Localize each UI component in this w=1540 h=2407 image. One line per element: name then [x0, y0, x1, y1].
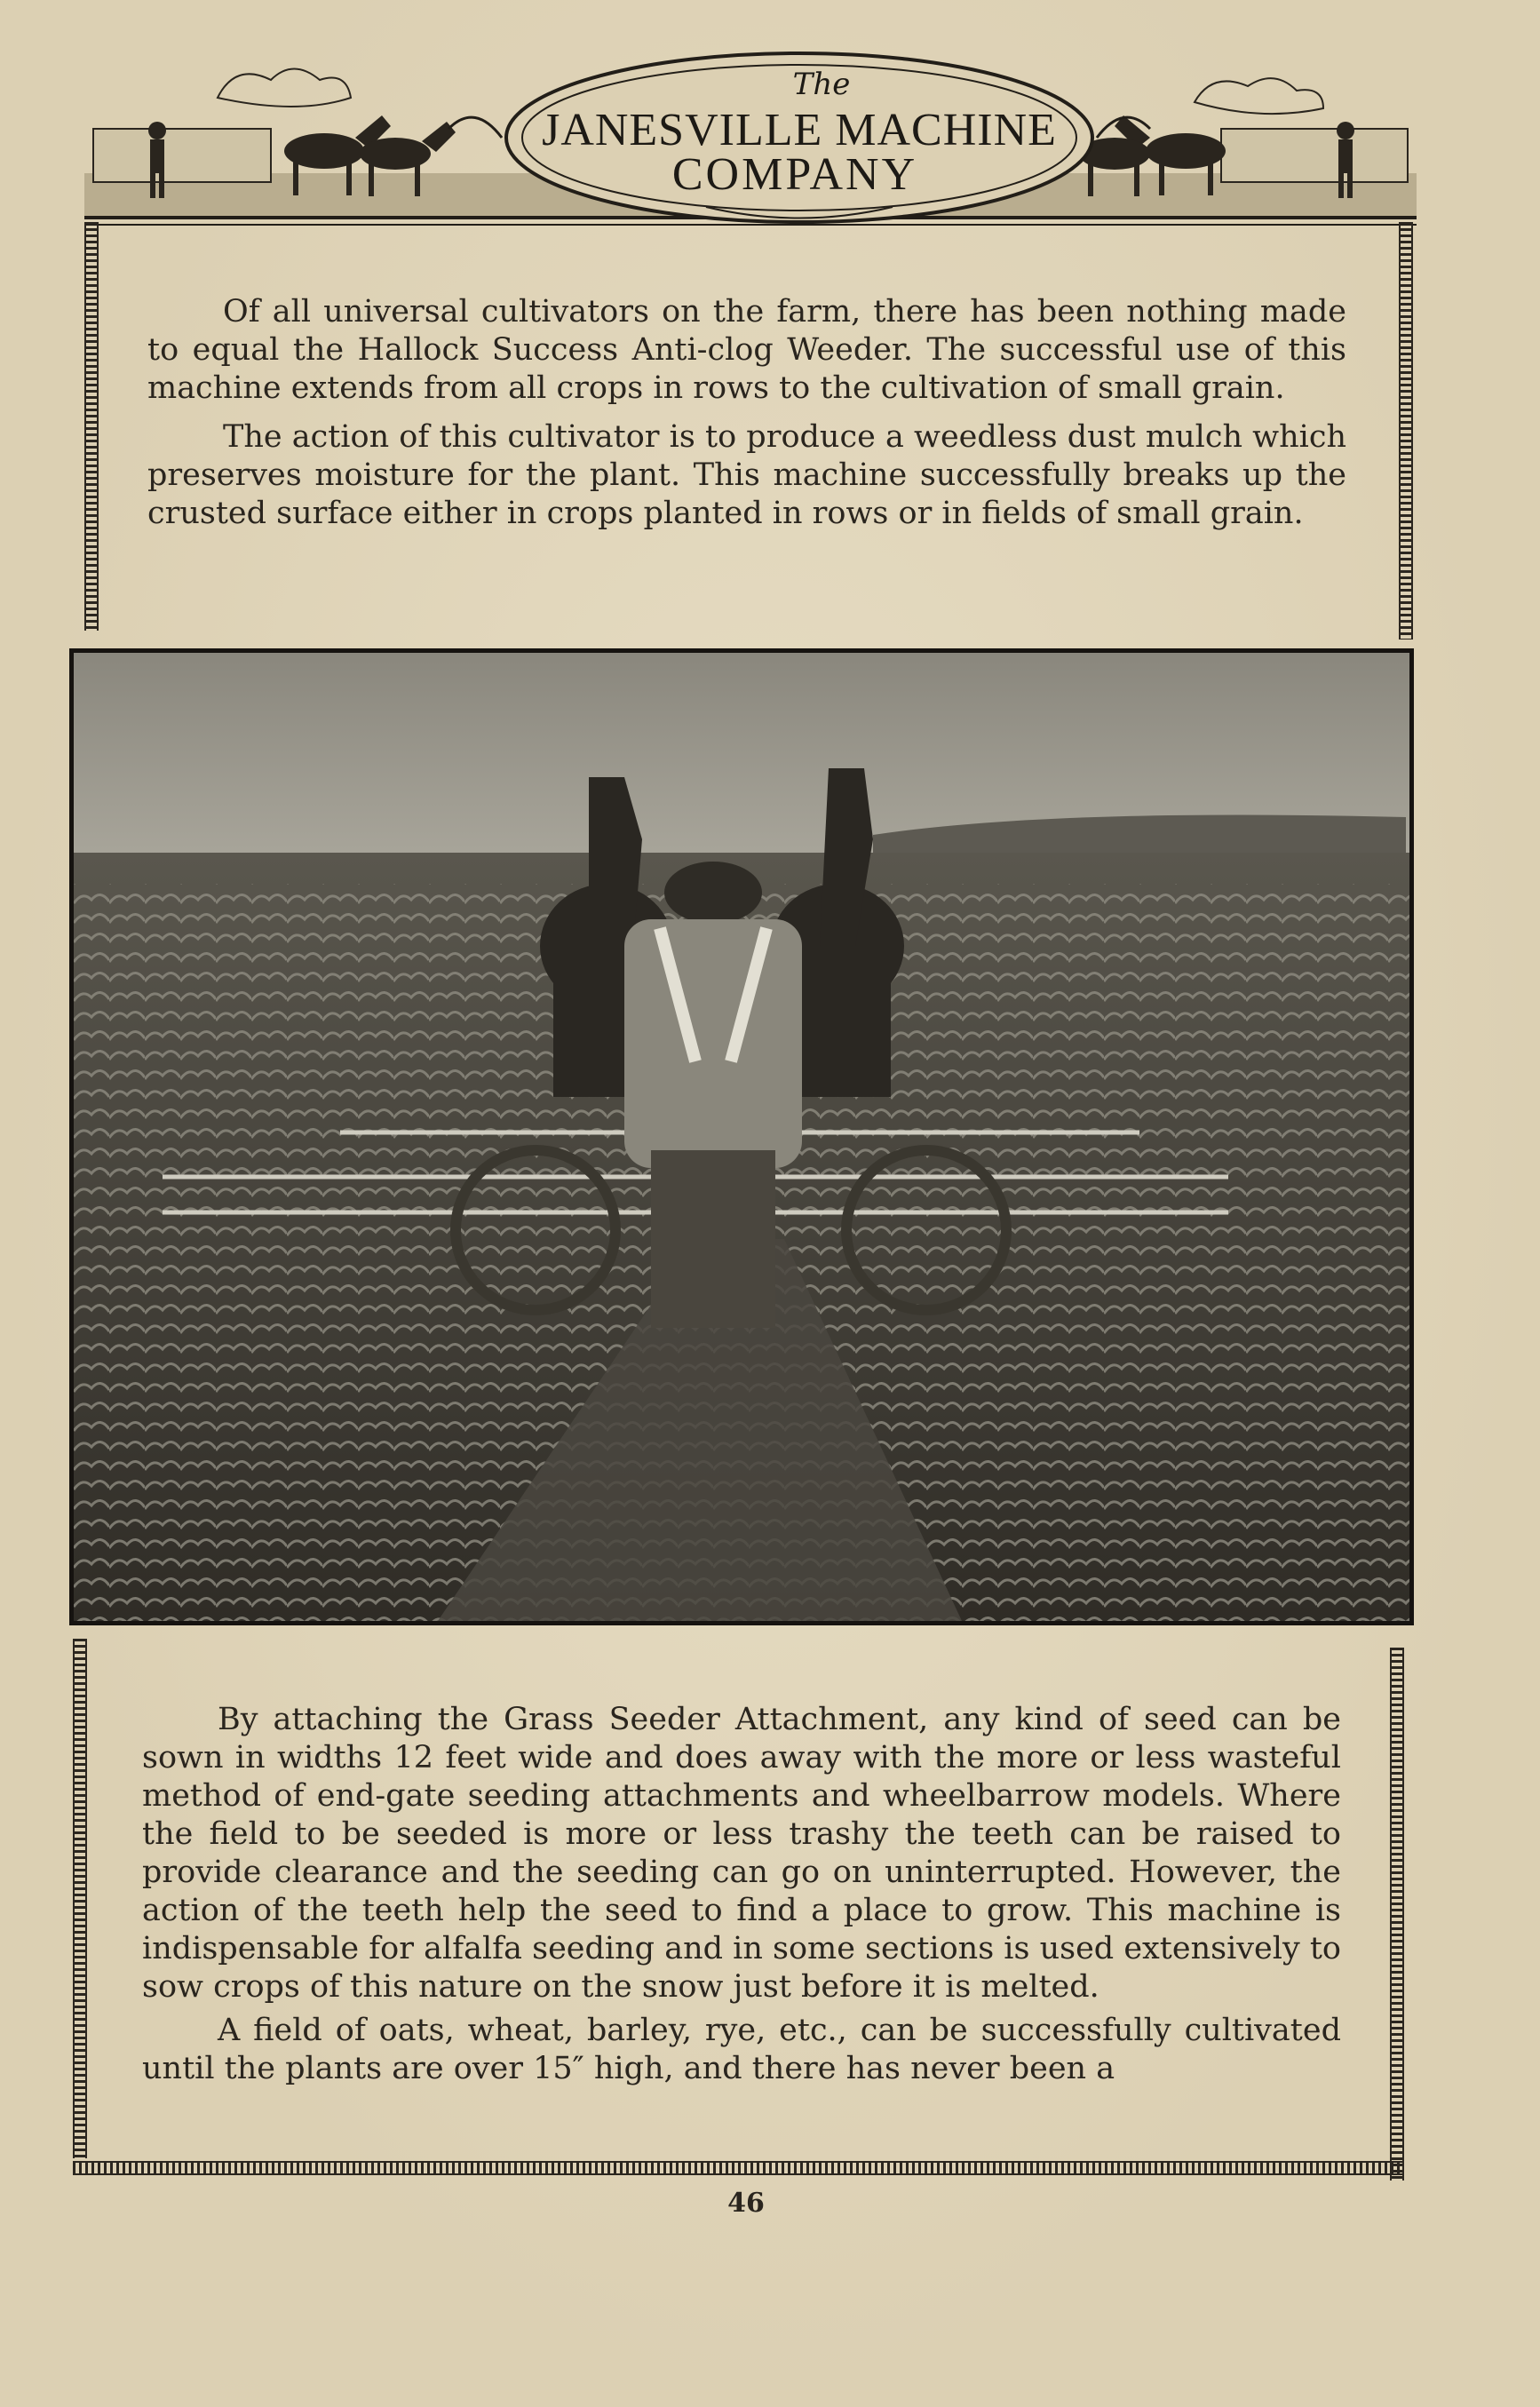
frame-rule-right-top [1399, 222, 1413, 639]
paragraph: A field of oats, wheat, barley, rye, etc., can be successfully cultivated until the plants are over 15″ high, and there has never been a [142, 2013, 1341, 2086]
header-banner [84, 49, 1417, 231]
paragraph: By attaching the Grass Seeder Attachment, any kind of seed can be sown in widths 12 feet wide and does away with the more or less wasteful method of end-gate seeding attachments and wheelbarrow models. Where the field to be seeded is more or less trashy the teeth can be raised to provide clearance and the seeding can go on uninterrupted. However, the action of the teeth help the seed to find a place to grow. This machine is indispensable for alfalfa seeding and in some sections is used extensively to sow crops of this nature on the snow just before it is melted. [142, 1702, 1341, 2005]
frame-rule-left-bottom [73, 1639, 87, 2158]
farmer [624, 862, 802, 1328]
intro-text [147, 293, 1346, 544]
page-number: 46 [727, 2188, 765, 2219]
field-cultivation-photo [69, 648, 1414, 1625]
logo-company-name: JANESVILLE MACHINE [542, 105, 1057, 155]
seeder-text [142, 1701, 1341, 2093]
paragraph: The action of this cultivator is to produce a weedless dust mulch which preserves moisture for the plant. This machine successfully breaks up the crusted surface either in crops planted in rows or in fields of small grain. [147, 419, 1346, 531]
frame-rule-bottom [73, 2161, 1402, 2175]
logo-the: The [792, 67, 851, 102]
paragraph: Of all universal cultivators on the farm, there has been nothing made to equal the Hallock Success Anti-clog Weeder. The successful use of this machine extends from all crops in rows to the cultivation of small grain. [147, 294, 1346, 406]
frame-rule-left-top [84, 222, 99, 631]
frame-rule-right-bottom [1390, 1648, 1404, 2181]
logo-company-word: COMPANY [671, 149, 918, 200]
